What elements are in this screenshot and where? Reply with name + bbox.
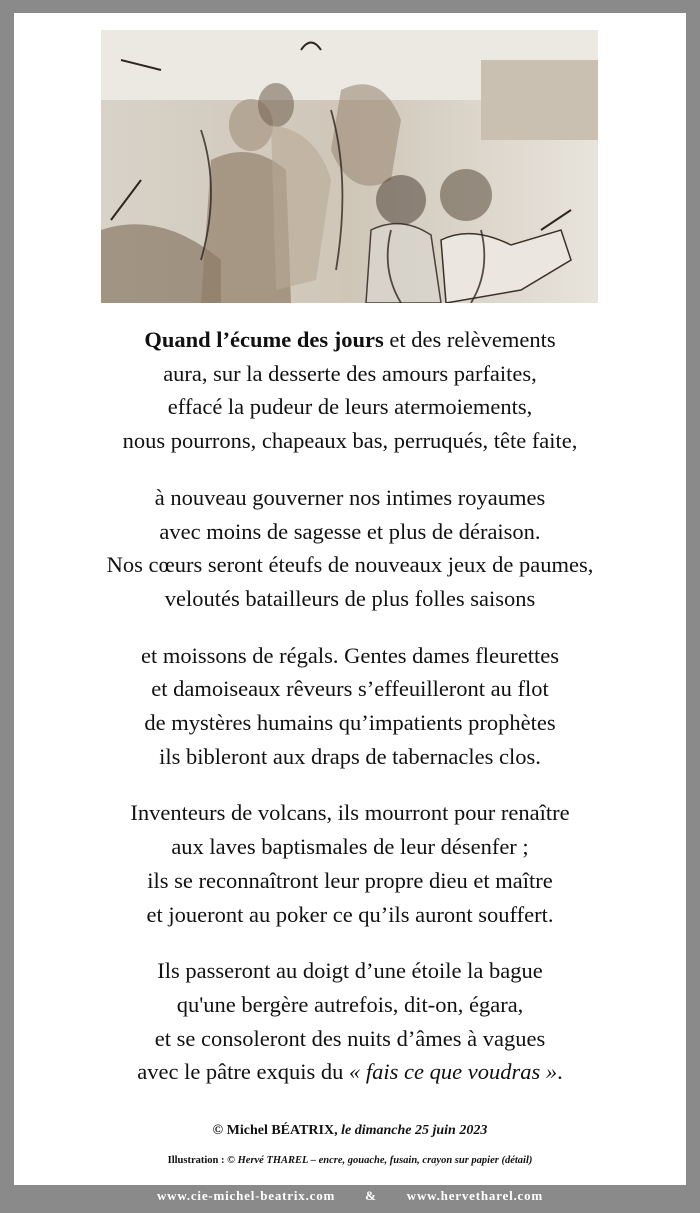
poem-line bbox=[14, 1055, 686, 1089]
poem-line: qu'une bergère autrefois, dit-on, égara, bbox=[176, 991, 524, 1017]
link-hervetharel[interactable]: www.hervetharel.com bbox=[406, 1188, 544, 1203]
poem-line-plain: avec le pâtre exquis du bbox=[137, 1059, 350, 1085]
illustration-credit-text: © Hervé THAREL – encre, gouache, fusain, crayon sur papier (détail) bbox=[227, 1155, 533, 1166]
poem-line: Inventeurs de volcans, ils mourront pour renaître bbox=[130, 800, 570, 826]
poem-line: effacé la pudeur de leurs atermoiements, bbox=[167, 394, 533, 420]
poem-card bbox=[14, 13, 686, 1185]
footer-separator: & bbox=[365, 1188, 377, 1203]
poem-line: de mystères humains qu’impatients prophètes bbox=[144, 710, 556, 736]
poem-line: et damoiseaux rêveurs s’effeuilleront au flot bbox=[151, 676, 549, 702]
poem-line: nous pourrons, chapeaux bas, perruqués, tête faite, bbox=[122, 428, 578, 454]
poem-line bbox=[14, 323, 686, 357]
poem bbox=[14, 323, 686, 1112]
illustration-credit-prefix: Illustration : bbox=[167, 1155, 228, 1166]
poem-line: aura, sur la desserte des amours parfaites, bbox=[163, 360, 537, 386]
poem-line: veloutés batailleurs de plus folles saisons bbox=[164, 585, 536, 611]
stanza-4 bbox=[14, 796, 686, 931]
poem-line: Nos cœurs seront éteufs de nouveaux jeux de paumes, bbox=[106, 552, 594, 578]
poem-line: ils se reconnaîtront leur propre dieu et maître bbox=[147, 867, 553, 893]
illustration-image bbox=[101, 30, 598, 303]
stanza-2 bbox=[14, 481, 686, 616]
poem-line-end: . bbox=[557, 1059, 563, 1085]
poem-quote: « fais ce que voudras » bbox=[349, 1059, 558, 1085]
poem-line: et moissons de régals. Gentes dames fleurettes bbox=[140, 642, 559, 668]
author-credit bbox=[14, 1123, 686, 1139]
poem-line: Ils passeront au doigt d’une étoile la bague bbox=[157, 958, 543, 984]
poem-line: et joueront au poker ce qu’ils auront souffert. bbox=[146, 901, 554, 927]
illustration-credit bbox=[14, 1155, 686, 1166]
stanza-3 bbox=[14, 639, 686, 774]
stanza-1 bbox=[14, 323, 686, 458]
author-name: © Michel BÉATRIX, bbox=[212, 1123, 342, 1138]
poem-date: le dimanche 25 juin 2023 bbox=[341, 1123, 488, 1138]
poem-line: ils bibleront aux draps de tabernacles clos. bbox=[159, 743, 541, 769]
poem-line: aux laves baptismales de leur désenfer ; bbox=[171, 834, 529, 860]
poem-line: avec moins de sagesse et plus de déraison. bbox=[159, 518, 541, 544]
link-cie-michel-beatrix[interactable]: www.cie-michel-beatrix.com bbox=[156, 1188, 336, 1203]
footer-links bbox=[0, 1188, 700, 1208]
poem-line-rest: et des relèvements bbox=[383, 327, 556, 352]
poem-line: à nouveau gouverner nos intimes royaumes bbox=[154, 484, 546, 510]
stanza-5 bbox=[14, 954, 686, 1089]
poem-line: et se consoleront des nuits d’âmes à vagues bbox=[154, 1025, 546, 1051]
poem-title-phrase: Quand l’écume des jours bbox=[144, 327, 384, 352]
